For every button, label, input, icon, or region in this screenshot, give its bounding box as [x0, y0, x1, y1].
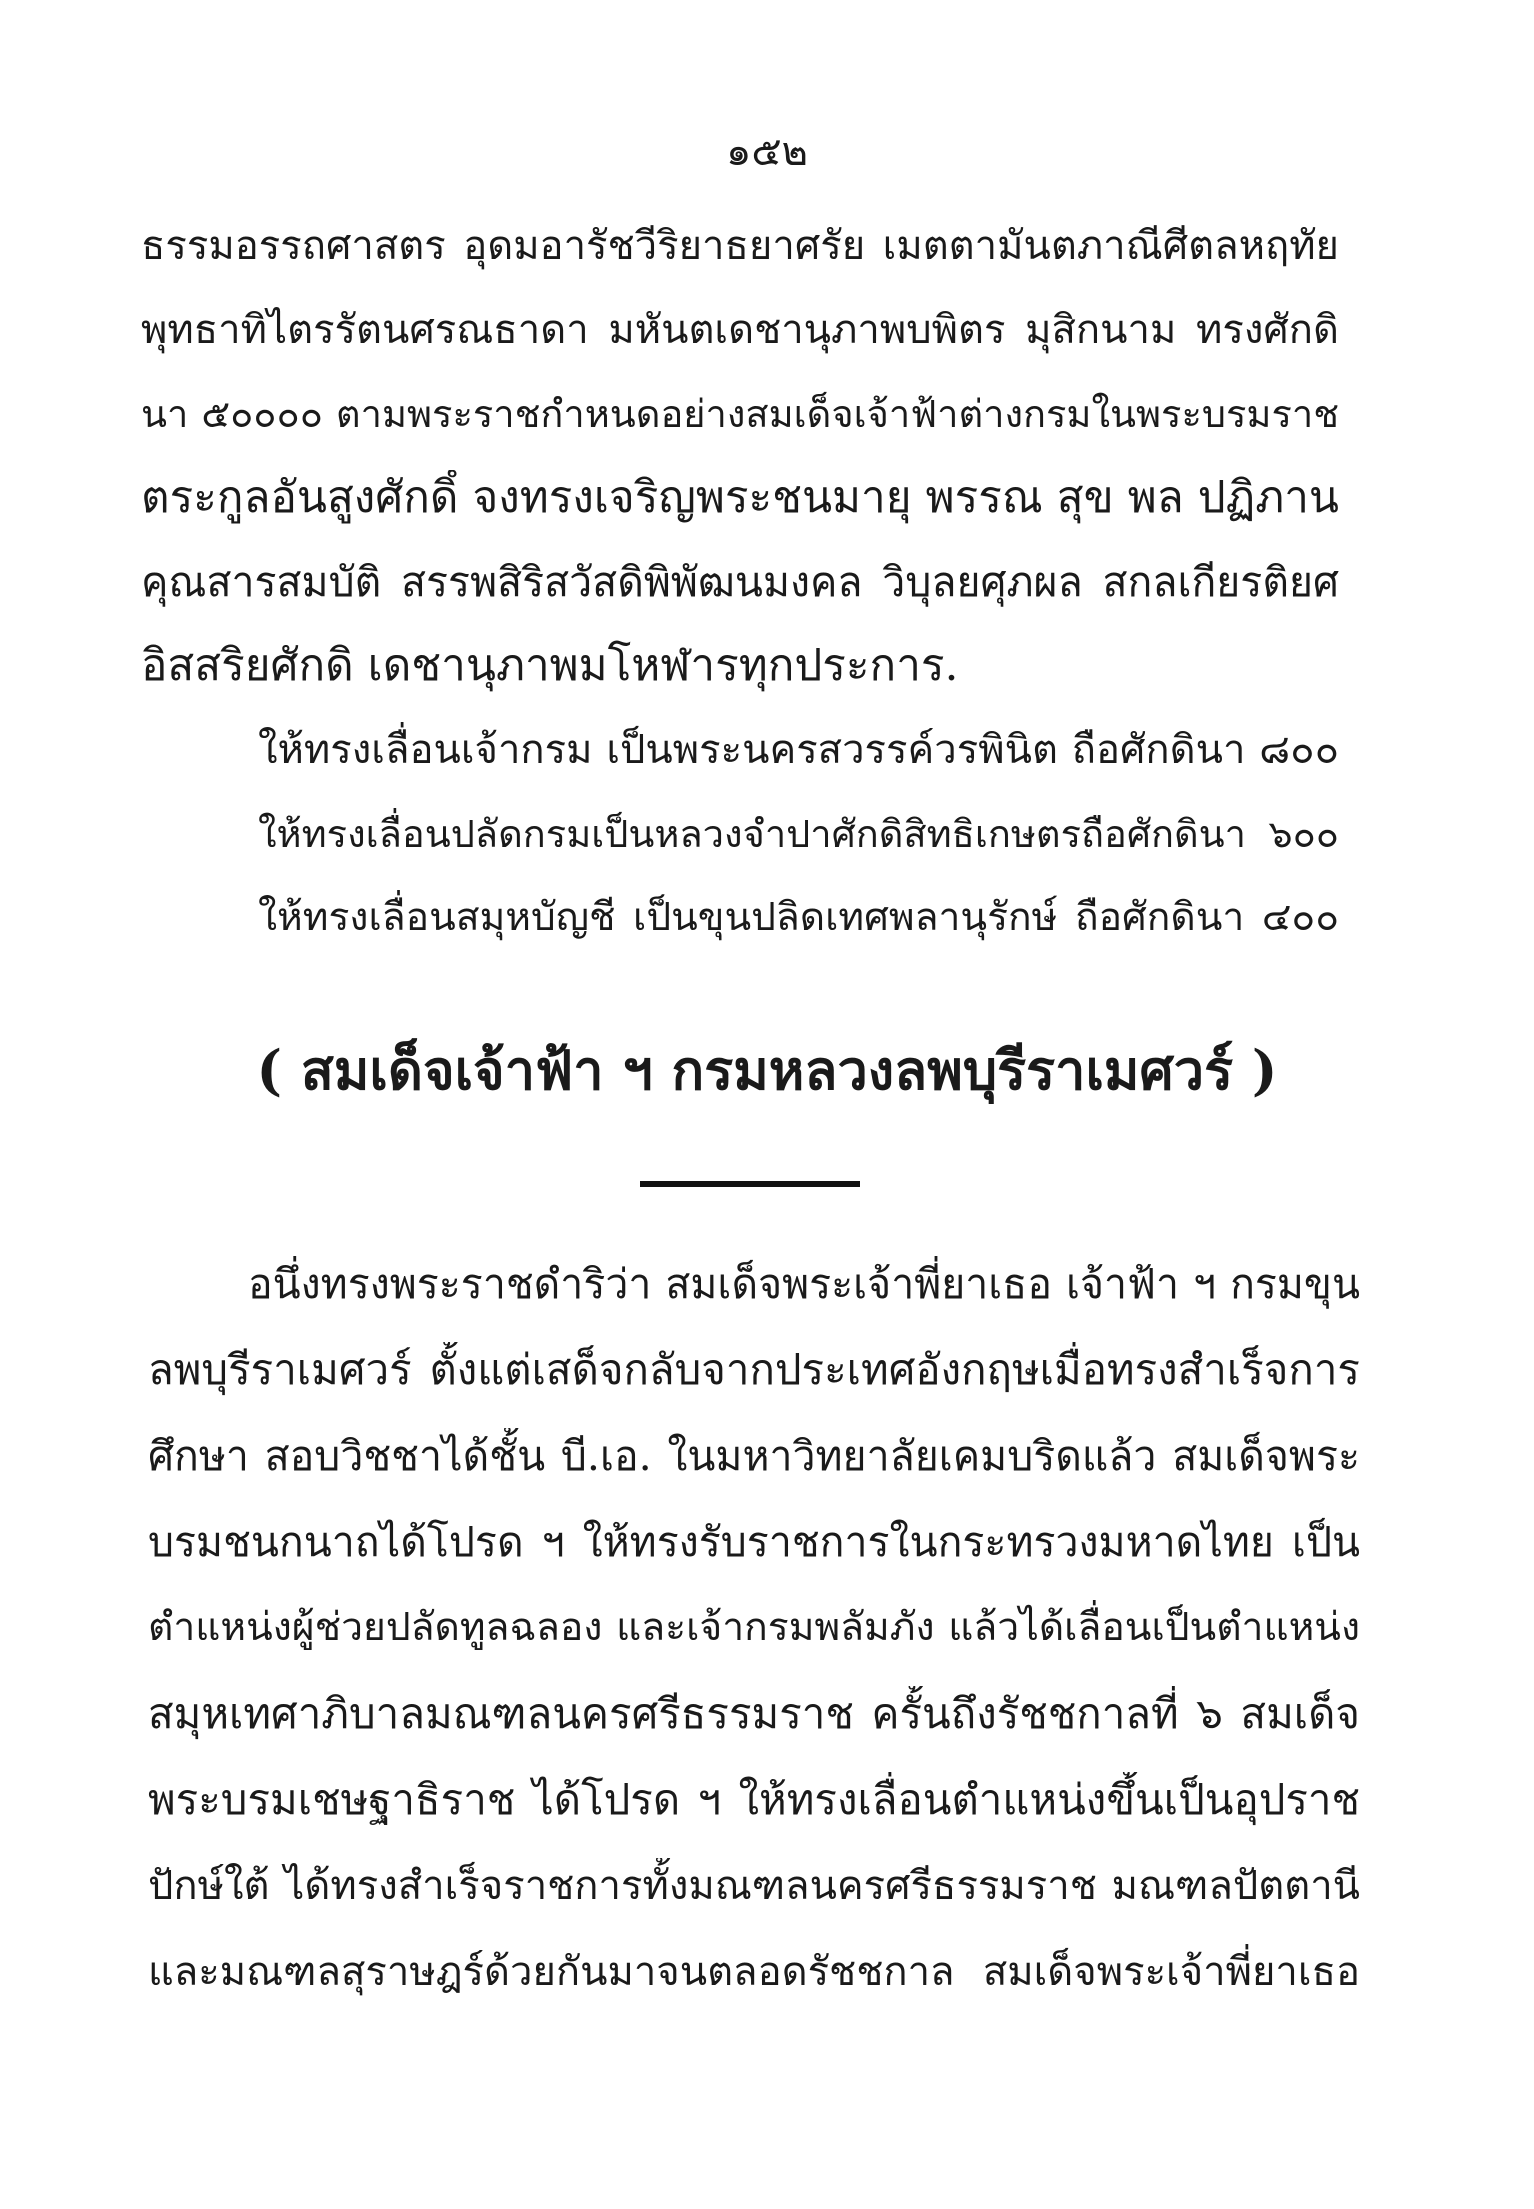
paragraph-line: ปักษ์ใต้ ได้ทรงสำเร็จราชการทั้งมณฑลนครศรีธรรมราช มณฑลปัตตานี — [148, 1863, 1360, 1909]
paragraph-line: อิสสริยศักดิ เดชานุภาพมโหฬารทุกประการ. — [141, 640, 959, 691]
section-divider — [640, 1181, 860, 1187]
paragraph-line: และมณฑลสุราษฎร์ด้วยกันมาจนตลอดรัชชกาล สมเด็จพระเจ้าพี่ยาเธอ — [148, 1949, 1360, 1995]
appointment-line: ให้ทรงเลื่อนเจ้ากรม เป็นพระนครสวรรค์วรพินิต ถือศักดินา ๘๐๐ — [258, 727, 1339, 773]
paragraph-line: พุทธาทิไตรรัตนศรณธาดา มหันตเดชานุภาพบพิตร มุสิกนาม ทรงศักดิ — [141, 307, 1339, 353]
appointment-line: ให้ทรงเลื่อนปลัดกรมเป็นหลวงจำปาศักดิสิทธิเกษตรถือศักดินา ๖๐๐ — [258, 812, 1339, 856]
paragraph-line: นา ๕๐๐๐๐ ตามพระราชกำหนดอย่างสมเด็จเจ้าฟ้าต่างกรมในพระบรมราช — [141, 392, 1339, 436]
paragraph-line: ลพบุรีราเมศวร์ ตั้งแต่เสด็จกลับจากประเทศอังกฤษเมื่อทรงสำเร็จการ — [148, 1345, 1360, 1394]
paragraph-line: ธรรมอรรถศาสตร อุดมอารัชวีริยาธยาศรัย เมตตามันตภาณีศีตลหฤทัย — [141, 223, 1339, 269]
paragraph-line: อนึ่งทรงพระราชดำริว่า สมเด็จพระเจ้าพี่ยาเธอ เจ้าฟ้า ฯ กรมขุน — [248, 1260, 1360, 1308]
paragraph-line: บรมชนกนาถได้โปรด ฯ ให้ทรงรับราชการในกระทรวงมหาดไทย เป็น — [148, 1518, 1360, 1566]
appointment-line: ให้ทรงเลื่อนสมุหบัญชี เป็นขุนปลิดเทศพลานุรักษ์ ถือศักดินา ๔๐๐ — [258, 895, 1339, 940]
page-number: ๑๕๒ — [725, 129, 809, 175]
paragraph-line: ตำแหน่งผู้ช่วยปลัดทูลฉลอง และเจ้ากรมพลัมภัง แล้วได้เลื่อนเป็นตำแหน่ง — [148, 1605, 1360, 1650]
paragraph-line: สมุหเทศาภิบาลมณฑลนครศรีธรรมราช ครั้นถึงรัชชกาลที่ ๖ สมเด็จ — [148, 1689, 1360, 1738]
paragraph-line: ตระกูลอันสูงศักดิ์ จงทรงเจริญพระชนมายุ พรรณ สุข พล ปฏิภาน — [141, 472, 1339, 523]
paragraph-line: คุณสารสมบัติ สรรพสิริสวัสดิพิพัฒนมงคล วิบุลยศุภผล สกลเกียรติยศ — [141, 558, 1339, 606]
section-heading: ( สมเด็จเจ้าฟ้า ฯ กรมหลวงลพบุรีราเมศวร์ ) — [256, 1038, 1278, 1102]
paragraph-line: พระบรมเชษฐาธิราช ได้โปรด ฯ ให้ทรงเลื่อนตำแหน่งขึ้นเป็นอุปราช — [148, 1775, 1360, 1824]
paragraph-line: ศึกษา สอบวิชชาได้ชั้น บี.เอ. ในมหาวิทยาลัยเคมบริดแล้ว สมเด็จพระ — [148, 1432, 1360, 1480]
